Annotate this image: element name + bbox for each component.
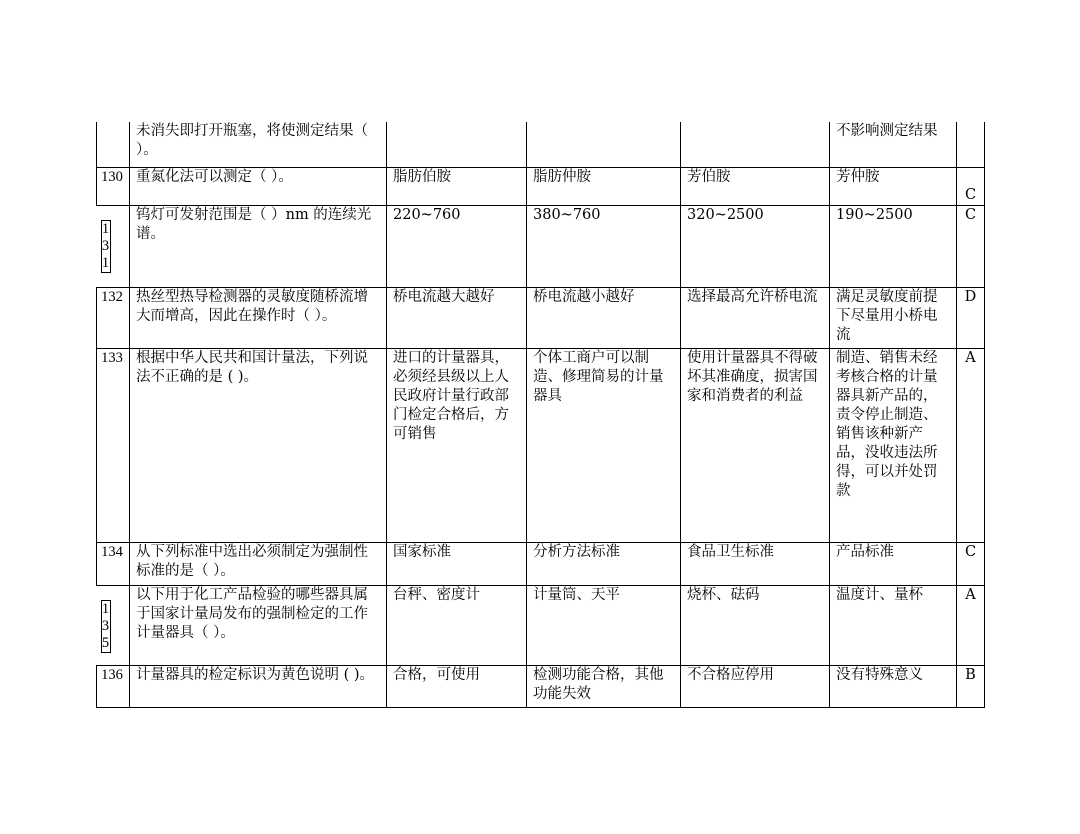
table-row bbox=[97, 122, 985, 167]
option-d: 满足灵敏度前提下尽量用小桥电流 bbox=[830, 287, 957, 348]
answer: C bbox=[957, 542, 985, 585]
option-c bbox=[681, 122, 830, 167]
option-c: 320~2500 bbox=[681, 205, 830, 287]
option-c: 烧杯、砝码 bbox=[681, 585, 830, 665]
question-number-digit: 5 bbox=[101, 634, 110, 651]
option-a: 合格，可使用 bbox=[387, 665, 527, 707]
option-b: 桥电流越小越好 bbox=[527, 287, 681, 348]
question-number-digit: 3 bbox=[101, 617, 110, 634]
option-a: 进口的计量器具，必须经县级以上人民政府计量行政部门检定合格后，方可销售 bbox=[387, 348, 527, 542]
option-b: 个体工商户可以制造、修理简易的计量器具 bbox=[527, 348, 681, 542]
question-text: 以下用于化工产品检验的哪些器具属于国家计量局发布的强制检定的工作计量器具（ ）。 bbox=[130, 585, 387, 665]
table-row bbox=[97, 665, 985, 707]
answer: C bbox=[957, 167, 985, 205]
answer: A bbox=[957, 348, 985, 542]
option-c: 选择最高允许桥电流 bbox=[681, 287, 830, 348]
option-c: 食品卫生标准 bbox=[681, 542, 830, 585]
question-text: 计量器具的检定标识为黄色说明 ( )。 bbox=[130, 665, 387, 707]
option-b bbox=[527, 122, 681, 167]
table-row bbox=[97, 585, 985, 665]
option-d: 190~2500 bbox=[830, 205, 957, 287]
option-d: 产品标准 bbox=[830, 542, 957, 585]
answer: D bbox=[957, 287, 985, 348]
option-a: 脂肪伯胺 bbox=[387, 167, 527, 205]
question-number-digit: 1 bbox=[101, 600, 110, 617]
question-text: 从下列标准中选出必须制定为强制性标准的是（ ）。 bbox=[130, 542, 387, 585]
question-number bbox=[97, 585, 130, 665]
option-a: 台秤、密度计 bbox=[387, 585, 527, 665]
option-d: 没有特殊意义 bbox=[830, 665, 957, 707]
question-text: 钨灯可发射范围是（ ）nm 的连续光谱。 bbox=[130, 205, 387, 287]
question-text: 根据中华人民共和国计量法，下列说法不正确的是 ( )。 bbox=[130, 348, 387, 542]
question-text: 热丝型热导检测器的灵敏度随桥流增大而增高，因此在操作时（ ）。 bbox=[130, 287, 387, 348]
option-b: 检测功能合格，其他功能失效 bbox=[527, 665, 681, 707]
option-a bbox=[387, 122, 527, 167]
option-a: 桥电流越大越好 bbox=[387, 287, 527, 348]
option-d: 芳仲胺 bbox=[830, 167, 957, 205]
option-d: 制造、销售未经考核合格的计量器具新产品的，责令停止制造、销售该种新产品，没收违法所得，可以并处罚款 bbox=[830, 348, 957, 542]
table-row bbox=[97, 167, 985, 205]
option-a: 220~760 bbox=[387, 205, 527, 287]
question-number-digit: 1 bbox=[101, 220, 110, 237]
vertical-question-number bbox=[101, 600, 111, 653]
option-c: 不合格应停用 bbox=[681, 665, 830, 707]
option-b: 380~760 bbox=[527, 205, 681, 287]
question-table-container bbox=[96, 122, 984, 708]
table-row bbox=[97, 542, 985, 585]
answer: B bbox=[957, 665, 985, 707]
answer bbox=[957, 122, 985, 167]
option-d: 不影响测定结果 bbox=[830, 122, 957, 167]
question-number: 134 bbox=[97, 542, 130, 585]
table-row bbox=[97, 205, 985, 287]
option-b: 脂肪仲胺 bbox=[527, 167, 681, 205]
question-number: 132 bbox=[97, 287, 130, 348]
question-number: 130 bbox=[97, 167, 130, 205]
question-number bbox=[97, 205, 130, 287]
question-number-digit: 1 bbox=[101, 254, 110, 271]
table-row bbox=[97, 287, 985, 348]
option-d: 温度计、量杯 bbox=[830, 585, 957, 665]
option-c: 芳伯胺 bbox=[681, 167, 830, 205]
option-b: 分析方法标准 bbox=[527, 542, 681, 585]
question-number: 136 bbox=[97, 665, 130, 707]
option-c: 使用计量器具不得破坏其准确度，损害国家和消费者的利益 bbox=[681, 348, 830, 542]
question-number-digit: 3 bbox=[101, 237, 110, 254]
question-table bbox=[96, 122, 985, 708]
question-number: 133 bbox=[97, 348, 130, 542]
question-number bbox=[97, 122, 130, 167]
option-b: 计量筒、天平 bbox=[527, 585, 681, 665]
answer: C bbox=[957, 205, 985, 287]
answer: A bbox=[957, 585, 985, 665]
question-text: 重氮化法可以测定（ ）。 bbox=[130, 167, 387, 205]
question-text: 未消失即打开瓶塞，将使测定结果（ ）。 bbox=[130, 122, 387, 167]
option-a: 国家标准 bbox=[387, 542, 527, 585]
vertical-question-number bbox=[101, 220, 111, 273]
table-row bbox=[97, 348, 985, 542]
